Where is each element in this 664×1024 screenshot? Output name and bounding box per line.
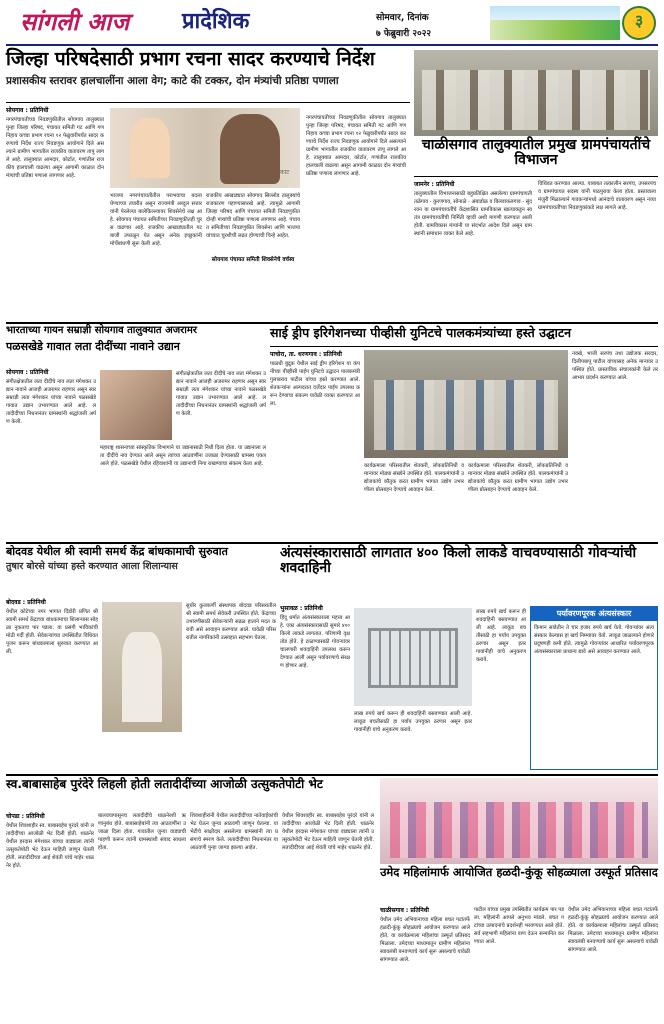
purandare-byline: चोपडा : प्रतिनिधी xyxy=(6,813,45,820)
chalisgaon-body-col1: तालुक्यातील विभाजनासाठी बहुप्रतिक्षित असलेल्या ग्रामपंचायती तळेगाव - कुरणगाव, सोनाळे - अंबाडोळ व बिलवाकलगाव - सुंदरवन या ग्रामपंचायतींचे केंद्रशासित ग्रामविकास खात्याकडून स्वतंत्र ग्रामपंचायतींची निर्मिती व्हावी अशी मागणी करण्यात आली होती. ग्रामविकास मंत्र्यांनी या संदर्भात आदेश दिले असून ग्रामस्थांनी समाधान व्यक्त केले आहे. xyxy=(414,191,532,237)
lead-body-col1: नगरपंचायतीच्या निवडणुकीतील सोयगाव तालुक्यात पुन्हा जिल्हा परिषद, पंचायत समिती गट आणि गणनिहाय कच्चा प्रभाग रचना १२ फेब्रुवारीपर्यंत सादर करण्याचे निर्देश राज्य निवडणूक आयोगाने दिले असल्याने ग्रामीण भागातील राजकीय वातावरण तापू लागले आहे. तालुक्यात आमदार, कोर्टात, गणांतील राजकीय हालचाली वाढल्या असून आगामी काळात दोन मंत्र्यांची प्रतिष्ठा पणाला लागणार आहे. xyxy=(6,117,104,179)
section-banner xyxy=(178,6,368,40)
lata-story xyxy=(6,326,266,538)
lata-photo xyxy=(100,370,172,440)
chalisgaon-story xyxy=(414,138,658,320)
lead-story xyxy=(6,50,410,320)
haldi-byline: चाळीसगाव : प्रतिनिधी xyxy=(380,907,429,914)
lata-body-col3: संगीतक्षेत्रातील लता दीदींचे नाव लता मंगेशकर उद्यान नावाने आजही अजरामर राहणार असून स्वरसम्राज्ञी लता मंगेशकर यांच्या नावाने पळसखेडे गावात उद्यान उभारण्यात आले आहे. लतादीदींच्या निधनानंतर ग्रामस्थांनी श्रद्धांजली अर्पण केली. xyxy=(176,371,266,417)
divider-1 xyxy=(6,322,658,324)
lead-body-col4: नगरपंचायतीच्या निवडणुकीतील सोयगाव तालुक्यात पुन्हा जिल्हा परिषद, पंचायत समिती गट आणि गणनिहाय कच्चा प्रभाग रचना १२ फेब्रुवारीपर्यंत सादर करण्याचे निर्देश राज्य निवडणूक आयोगाने दिले असल्याने ग्रामीण भागातील राजकीय वातावरण तापू लागले आहे. तालुक्यात आमदार, कोर्टात, गणांतील राजकीय हालचाली वाढल्या असून आगामी काळात दोन मंत्र्यांची प्रतिष्ठा पणाला लागणार आहे. xyxy=(306,115,406,177)
divider-3 xyxy=(6,774,658,776)
issue-date: ७ फेब्रुवारी २०२२ xyxy=(376,29,432,39)
lakdi-headline: अंत्यसंस्कारासाठी लागतात ४०० किलो लाकडे वाचवण्यासाठी गोवऱ्यांची शवदाहिनी xyxy=(280,545,637,576)
purandare-story xyxy=(6,778,376,1020)
brand-logo xyxy=(8,6,168,40)
lead-byline: सोयगाव : प्रतिनिधी xyxy=(6,107,49,114)
lakdi-box xyxy=(530,606,658,770)
chalisgaon-byline: जामनेर : प्रतिनिधी xyxy=(414,181,455,188)
lakdi-story xyxy=(280,546,658,772)
lakdi-box-title: पर्यावरणपूरक अंत्यसंस्कार xyxy=(531,607,657,621)
bodvad-photo xyxy=(102,602,182,732)
drip-byline: पाचोरा, ता. धरणगाव : प्रतिनिधी xyxy=(270,351,342,358)
drip-headline: साई ड्रीप इरिगेशनच्या पीव्हीसी युनिटचे पालकमंत्र्यांच्या हस्ते उद्घाटन xyxy=(270,325,572,340)
lakdi-body-col3: लाख रुपये खर्च करून ही शवदाहिनी बसवण्यात आली आहे. लाकूड बचतीसाठी हा पर्याय उपयुक्त ठरणार असून इतर गावांनीही याचे अनुकरण करावे. xyxy=(476,609,526,663)
section-title: प्रादेशिक xyxy=(182,9,250,34)
drip-body-col1: पाळधी बुद्रुक येथील साई ड्रीप इरिगेशन या कंपनीच्या पीव्हीसी पाईप युनिटचे उद्घाटन पालकमंत्री गुलाबराव पाटील यांच्या हस्ते करण्यात आले. शेतकऱ्यांना अल्पदरात दर्जेदार पाईप उपलब्ध करून देण्याचा संकल्प यावेळी व्यक्त करण्यात आला. xyxy=(270,361,360,407)
chalisgaon-headline: चाळीसगाव तालुक्यातील प्रमुख ग्रामपंचायतींचे विभाजन xyxy=(421,137,651,168)
lakdi-box-body: किमान साडेतीन ते चार हजार रुपये खर्च येतो. गोवऱ्यांवर अंत्यसंस्कार केल्यास हा खर्च निम्म्यावर येतो. लाकूड जाळल्याने होणारे प्रदूषणही कमी होते. त्यामुळे गोवऱ्यांवर आधारित पर्यावरणपूरक अंत्यसंस्काराला प्राधान्य द्यावे असे आवाहन करण्यात आले. xyxy=(534,625,654,656)
lata-body-col1: संगीतक्षेत्रातील लता दीदींचे नाव लता मंगेशकर उद्यान नावाने आजही अजरामर राहणार असून स्वरसम्राज्ञी लता मंगेशकर यांच्या नावाने पळसखेडे गावात उद्यान उभारण्यात आले आहे. लतादीदींच्या निधनानंतर ग्रामस्थांनी श्रद्धांजली अर्पण केली. xyxy=(6,379,96,425)
masthead-rule xyxy=(6,44,658,46)
purandare-body-col3: शिवशाहीरांनी येथील लतादीदींच्या नातेवाईकांची भेट घेऊन जुन्या आठवणी जाणून घेतल्या. या भेटीचे साक्षीदार असलेल्या ग्रामस्थांनी त्या प्रसंगाचे स्मरण केले. लतादीदींच्या निधनानंतर या आठवणी पुन्हा जाग्या झाल्या आहेत. xyxy=(190,813,278,851)
drip-photo xyxy=(364,350,568,458)
lead-body-col3: राजकीय आखाड्यात सोयगाव सिल्लोड तालुक्यांचे राजकारण पहाण्यासारखे आहे. त्यामुळे आगामी जिल्हा परिषद आणि पंचायत समिती निवडणुकीत दोन्ही मंत्र्यांची प्रतिष्ठा पणाला लागणार आहे. पंचायत समितीच्या निवडणुकीत शिवसेना आणि भाजपा यांच्यात चुरशीची लढत होण्याची चिन्हे आहेत. xyxy=(206,193,300,239)
haldi-body-col3: येथील उमेद अभियानाच्या महिला बचत गटांतर्फे हळदी-कुंकू सोहळ्याचे आयोजन करण्यात आले होते. या कार्यक्रमाला महिलांचा उस्फूर्त प्रतिसाद मिळाला. उमेदच्या माध्यमातून ग्रामीण महिलांना स्वावलंबी बनवण्याचे कार्य सुरू असल्याचे यावेळी सांगण्यात आले. xyxy=(568,907,658,953)
lakdi-body-col1: हिंदू धर्मात अंत्यसंस्काराला महत्त्व आहे. एका अंत्यसंस्कारासाठी सुमारे ४०० किलो लाकडे लागतात. परिणामी वृक्षतोड होते. हे टाळण्यासाठी गोवऱ्यांवर चालणारी शवदाहिनी उपलब्ध करून देण्यात आली असून पर्यावरणाचे संरक्षण होणार आहे. xyxy=(280,615,350,669)
page-number: ३ xyxy=(634,11,644,30)
haldi-body-col1: येथील उमेद अभियानाच्या महिला बचत गटांतर्फे हळदी-कुंकू सोहळ्याचे आयोजन करण्यात आले होते. या कार्यक्रमाला महिलांचा उस्फूर्त प्रतिसाद मिळाला. उमेदच्या माध्यमातून ग्रामीण महिलांना स्वावलंबी बनवण्याचे कार्य सुरू असल्याचे यावेळी सांगण्यात आले. xyxy=(380,917,470,963)
masthead xyxy=(0,0,664,48)
chalisgaon-body-col2: विधिवत करण्यात आल्या. याबाबत तत्कालीन सरपंच, उपसरपंच व ग्रामपंचायत सदस्य यांनी पाठपुरावा केला होता. प्रस्तावाला मंजुरी मिळाल्याने गावकऱ्यांमध्ये आनंदाचे वातावरण असून नव्या ग्रामपंचायतींच्या निवडणुकांकडे लक्ष लागले आहे. xyxy=(538,181,656,211)
drip-story xyxy=(270,326,658,538)
divider-2 xyxy=(6,542,658,544)
drip-body-col4: नवखे, भाजी सरपंच तथा उद्योजक सरदार, दिलीपबापू पाटील यांच्यासह अनेक मान्यवर उपस्थित होते. प्रास्ताविक संचालकांनी केले तर आभार प्रदर्शन करण्यात आले. xyxy=(572,351,658,381)
bodvad-body-col2: सुधीर कुलकर्णी संस्थापक बोदवड परिसरातील श्री स्वामी समर्थ सेवेकरी उपस्थित होते. केंद्राच्या उभारणीसाठी सेवेकऱ्यांनी सढळ हाताने मदत करावी असे आवाहन करण्यात आले. यावेळी परिसरातील नागरिकांनी उत्साहात सहभाग घेतला. xyxy=(186,603,276,641)
purandare-body-col4: येथील शिवशाहीर स्व. बाबासाहेब पुरंदरे यांनी लतादीदींच्या आजोळी भेट दिली होती. थाळनेर येथील हरदास मंगेशकर यांच्या वाड्याला त्यांनी उत्सुकतेपोटी भेट देऊन माहिती जाणून घेतली होती. लतादीदींच्या आई शेवंती यांचे माहेर थाळनेर होते. xyxy=(282,813,374,851)
purandare-body-col2: बालवयापासूनच लतादीदींचे थाळनेरशी ऋणानुबंध होते. बाबासाहेबांनी त्या आठवणींना उजाळा दिला होता. गावातील जुन्या वाड्याची पाहणी करून त्यांनी ग्रामस्थांशी संवाद साधला होता. xyxy=(98,813,186,851)
purandare-headline: स्व.बाबासाहेब पुरंदेरे लिहली होती लतादीदींच्या आजोळी उत्सुकतेपोटी भेट xyxy=(6,777,323,791)
date-block xyxy=(376,10,486,40)
haldi-body-col2: पाटील यांच्या प्रमुख उपस्थितीत कार्यक्रम पार पडला. महिलांनी आपले अनुभव मांडले. बचत गटांच्या उत्पादनांचे प्रदर्शनही भरवण्यात आले होते. सर्व सहभागी महिलांना वाण देऊन सन्मानित करण्यात आले. xyxy=(474,907,564,945)
bodvad-story xyxy=(6,546,276,772)
lead-subhead2: सोयगाव पंचायत समिती शिवसेनेचे वर्चस्व xyxy=(206,258,300,264)
lead-subhead: प्रशासकीय स्तरावर हालचालींना आला वेग; काटे की टक्कर, दोन मंत्र्यांची प्रतिष्ठा पणाला xyxy=(6,74,339,87)
purandare-body-col1: येथील शिवशाहीर स्व. बाबासाहेब पुरंदरे यांनी लतादीदींच्या आजोळी भेट दिली होती. थाळनेर येथील हरदास मंगेशकर यांच्या वाड्याला त्यांनी उत्सुकतेपोटी भेट देऊन माहिती जाणून घेतली होती. लतादीदींच्या आई शेवंती यांचे माहेर थाळनेर होते. xyxy=(6,823,94,869)
bodvad-body-col1: येथील कोटेच्या नगर भागात दिंडोरी प्रणित श्री स्वामी समर्थ केंद्राच्या बांधकामाचा शिलान्यास सोहळा नुकताच पार पडला. या प्रसंगी भाविकांची मोठी गर्दी होती. सेवेकऱ्यांच्या उपस्थितीत विधिवत पूजन करून बांधकामाला सुरुवात करण्यात आली. xyxy=(6,609,98,655)
lead-rule xyxy=(6,102,410,103)
chalisgaon-photo xyxy=(414,50,658,136)
chalisgaon-rule xyxy=(414,176,658,177)
page-number-badge xyxy=(622,6,656,40)
lead-body-col2: भाजपा नगरपंचायतीतील पराभवाचा बदला घेण्याच्या तयारीत असून राज्यमंत्री अब्दुल सत्तार यांनी पेरलेल्या बालेकिल्ल्यावर शिवसेनेचे लक्ष आहे. सोयगाव पंचायत समितीच्या निवडणुकीतही चुरस वाढणार आहे. राजकीय आखाड्यातील गटबाजी उफाळून येत असून अनेक इच्छुकांनी मोर्चेबांधणी सुरू केली आहे. xyxy=(110,193,202,247)
lakdi-byline: भुसावळ : प्रतिनिधी xyxy=(280,605,323,612)
brand-name: सांगली आज xyxy=(20,8,130,36)
haldi-photo xyxy=(380,778,658,864)
drip-rule xyxy=(270,346,658,347)
lakdi-body-col2: लाख रुपये खर्च करून ही शवदाहिनी बसवण्यात आली आहे. लाकूड बचतीसाठी हा पर्याय उपयुक्त ठरणार असून इतर गावांनीही याचे अनुकरण करावे. xyxy=(354,711,472,733)
bodvad-subhead: तुषार बोरसे यांच्या हस्ते करण्यात आला शिलान्यास xyxy=(6,560,178,572)
bodvad-headline: बोदवड येथील श्री स्वामी समर्थ केंद्र बांधकामाची सुरुवात xyxy=(6,545,228,558)
drip-body-col3: कार्यक्रमाला परिसरातील शेतकरी, लोकप्रतिनिधी व मान्यवर मोठ्या संख्येने उपस्थित होते. पालकमंत्र्यांनी उद्योजकांचे कौतुक करत ग्रामीण भागात उद्योग उभारणीला प्रोत्साहन देण्याचे आवाहन केले. xyxy=(468,463,568,493)
lakdi-photo-cremator xyxy=(354,608,472,706)
drip-body-col2: कार्यक्रमाला परिसरातील शेतकरी, लोकप्रतिनिधी व मान्यवर मोठ्या संख्येने उपस्थित होते. पालकमंत्र्यांनी उद्योजकांचे कौतुक करत ग्रामीण भागात उद्योग उभारणीला प्रोत्साहन देण्याचे आवाहन केले. xyxy=(364,463,464,493)
day-label: सोमवार, दिनांक xyxy=(376,13,429,23)
lead-headline: जिल्हा परिषदेसाठी प्रभाग रचना सादर करण्याचे निर्देश xyxy=(6,48,375,70)
haldi-headline: उमेद महिलांमार्फ आयोजित हळदी-कुंकू सोहळ्याला उस्फूर्त प्रतिसाद xyxy=(380,865,658,879)
lata-subhead: पळसखेडे गावात लता दीदींच्या नावाने उद्यान xyxy=(6,339,180,353)
lata-body-col2: महाराष्ट्र शासनाच्या सांस्कृतिक विभागाने या उद्यानासाठी निधी दिला होता. या उद्यानाला लता दीदींचे नाव देण्यात आले असून त्यांच्या आठवणींना उजाळा देण्यासाठी ग्रामस्थ एकत्र आले होते. पळसखेडे येथील रहिवाशांनी या उद्यानाची निगा राखण्याचा संकल्प केला आहे. xyxy=(100,445,266,467)
bodvad-byline: बोदवड : प्रतिनिधी xyxy=(6,599,46,606)
lata-headline: भारताच्या गायन सम्राज्ञी सोयगाव तालुक्यात अजरामर xyxy=(6,325,197,336)
lead-photo-leaders xyxy=(110,108,300,188)
masthead-landscape xyxy=(490,6,620,40)
lata-byline: सोयगाव : प्रतिनिधी xyxy=(6,369,49,376)
lead-photo-label: काट xyxy=(280,169,290,176)
haldi-story xyxy=(380,866,658,1020)
